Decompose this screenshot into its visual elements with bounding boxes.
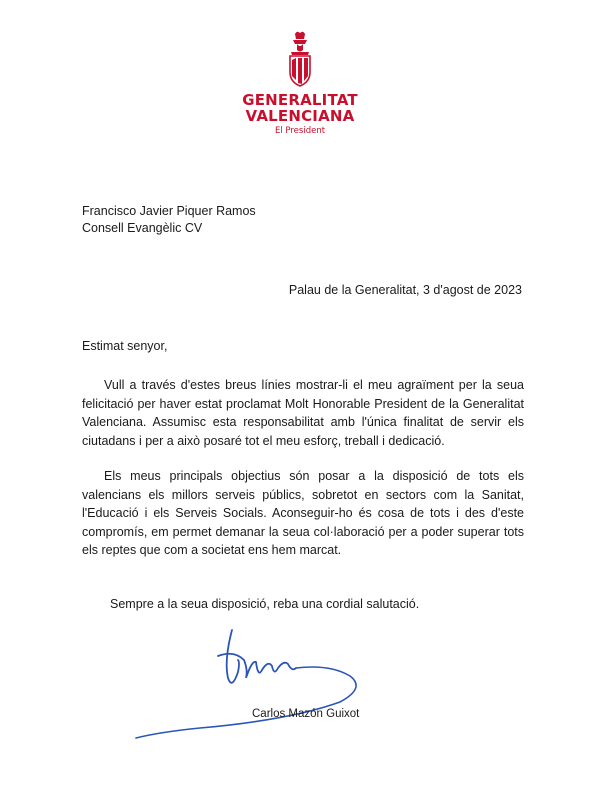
generalitat-coat-of-arms-icon: [283, 30, 317, 88]
org-name-line1: GENERALITAT: [242, 91, 358, 109]
recipient-block: [82, 203, 256, 237]
body-paragraph: Els meus principals objectius són posar a la disposició de tots els valencians els millors serveis públics, sobretot en sectors com la Sanitat, l'Educació i els Serveis Socials. Aconseguir-ho és cosa de tots i des d'este compromís, em permet demanar la seua col·laboració per a poder superar tots els reptes que com a societat ens hem marcat.: [82, 469, 524, 557]
closing-line: Sempre a la seua disposició, reba una cordial salutació.: [110, 597, 420, 611]
letterhead: [0, 30, 600, 136]
signer-name: Carlos Mazón Guixot: [252, 708, 360, 720]
salutation: Estimat senyor,: [82, 339, 168, 353]
recipient-organization: Consell Evangèlic CV: [82, 221, 203, 235]
org-name-line2: VALENCIANA: [245, 107, 355, 125]
letter-body: [82, 376, 524, 577]
handwritten-signature: [120, 620, 460, 750]
org-name: [0, 92, 600, 124]
body-paragraph: Vull a través d'estes breus línies mostrar-li el meu agraïment per la seua felicitació per haver estat proclamat Molt Honorable President de la Generalitat Valenciana. Assumisc esta responsabilitat amb l'única finalitat de servir els ciutadans i per a això posaré tot el meu esforç, treball i dedicació.: [82, 378, 524, 448]
office-title: El President: [274, 126, 326, 136]
recipient-name: Francisco Javier Piquer Ramos: [82, 204, 256, 218]
date-line: Palau de la Generalitat, 3 d'agost de 2023: [288, 283, 522, 297]
